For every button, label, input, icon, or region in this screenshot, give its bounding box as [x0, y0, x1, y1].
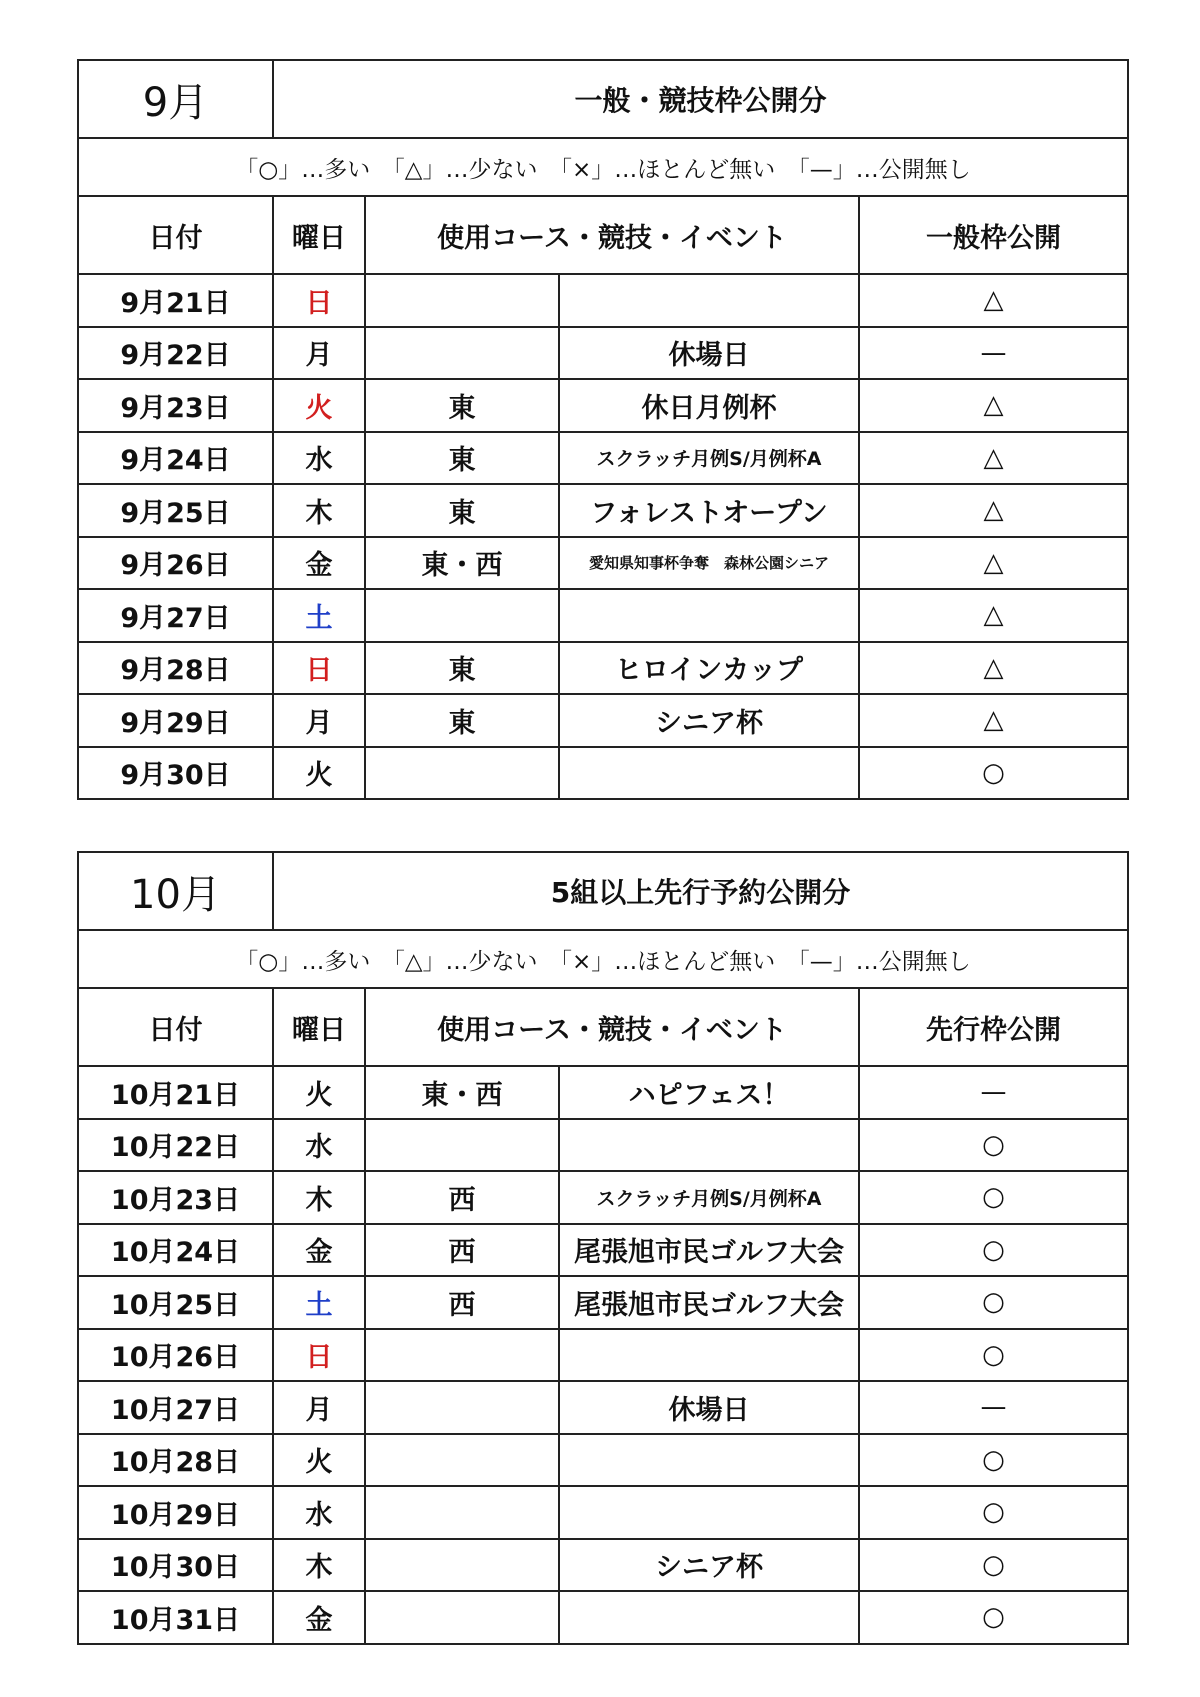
weekday-cell: 日 — [273, 274, 365, 327]
table-row — [78, 1381, 1128, 1434]
event-cell: ハピフェス！ — [559, 1066, 859, 1119]
course-cell — [365, 1486, 559, 1539]
date-cell: 10月22日 — [78, 1119, 273, 1172]
date-cell: 10月25日 — [78, 1276, 273, 1329]
table-row — [78, 1224, 1128, 1277]
weekday-cell: 日 — [273, 642, 365, 695]
course-cell: 東 — [365, 432, 559, 485]
table-row — [78, 327, 1128, 380]
october-schedule-table — [77, 851, 1129, 1645]
header-status: 先行枠公開 — [859, 988, 1128, 1066]
status-cell: △ — [859, 432, 1128, 485]
table-row — [78, 1486, 1128, 1539]
date-cell: 9月25日 — [78, 484, 273, 537]
event-cell — [559, 274, 859, 327]
status-cell: △ — [859, 484, 1128, 537]
table-row — [78, 432, 1128, 485]
date-cell: 9月24日 — [78, 432, 273, 485]
september-schedule-table — [77, 59, 1129, 800]
event-cell — [559, 1329, 859, 1382]
status-cell: ○ — [859, 747, 1128, 800]
weekday-cell: 金 — [273, 537, 365, 590]
date-cell: 9月27日 — [78, 589, 273, 642]
status-cell: ○ — [859, 1224, 1128, 1277]
event-cell: シニア杯 — [559, 1539, 859, 1592]
table-title: 5組以上先行予約公開分 — [273, 852, 1128, 930]
event-cell: シニア杯 — [559, 694, 859, 747]
date-cell: 10月21日 — [78, 1066, 273, 1119]
course-cell: 西 — [365, 1171, 559, 1224]
event-cell — [559, 1119, 859, 1172]
status-cell: △ — [859, 589, 1128, 642]
status-cell: ○ — [859, 1276, 1128, 1329]
status-cell: ○ — [859, 1171, 1128, 1224]
course-cell — [365, 747, 559, 800]
event-cell: 尾張旭市民ゴルフ大会 — [559, 1224, 859, 1277]
table-row — [78, 484, 1128, 537]
weekday-cell: 火 — [273, 379, 365, 432]
weekday-cell: 月 — [273, 327, 365, 380]
table-row — [78, 1276, 1128, 1329]
course-cell — [365, 327, 559, 380]
table-row — [78, 747, 1128, 800]
status-cell: ○ — [859, 1329, 1128, 1382]
table-row — [78, 1066, 1128, 1119]
status-cell: — — [859, 1066, 1128, 1119]
date-cell: 10月24日 — [78, 1224, 273, 1277]
event-cell: 休場日 — [559, 327, 859, 380]
course-cell: 東 — [365, 484, 559, 537]
event-cell: ヒロインカップ — [559, 642, 859, 695]
course-cell — [365, 1381, 559, 1434]
weekday-cell: 土 — [273, 1276, 365, 1329]
course-cell — [365, 1119, 559, 1172]
weekday-cell: 月 — [273, 694, 365, 747]
course-cell — [365, 1539, 559, 1592]
weekday-cell: 火 — [273, 1434, 365, 1487]
table-title: 一般・競技枠公開分 — [273, 60, 1128, 138]
status-cell: ○ — [859, 1591, 1128, 1644]
date-cell: 9月30日 — [78, 747, 273, 800]
date-cell: 10月30日 — [78, 1539, 273, 1592]
weekday-cell: 水 — [273, 1486, 365, 1539]
weekday-cell: 水 — [273, 432, 365, 485]
header-date: 日付 — [78, 988, 273, 1066]
date-cell: 9月26日 — [78, 537, 273, 590]
course-cell: 西 — [365, 1224, 559, 1277]
table-row — [78, 1171, 1128, 1224]
status-cell: △ — [859, 694, 1128, 747]
header-course-event: 使用コース・競技・イベント — [365, 988, 859, 1066]
header-course-event: 使用コース・競技・イベント — [365, 196, 859, 274]
event-cell — [559, 1434, 859, 1487]
month-label: 10月 — [78, 852, 273, 930]
date-cell: 9月28日 — [78, 642, 273, 695]
month-label: 9月 — [78, 60, 273, 138]
date-cell: 10月27日 — [78, 1381, 273, 1434]
status-cell: △ — [859, 537, 1128, 590]
course-cell — [365, 1591, 559, 1644]
weekday-cell: 木 — [273, 1171, 365, 1224]
date-cell: 9月21日 — [78, 274, 273, 327]
weekday-cell: 水 — [273, 1119, 365, 1172]
event-cell: 尾張旭市民ゴルフ大会 — [559, 1276, 859, 1329]
course-cell: 東 — [365, 642, 559, 695]
weekday-cell: 金 — [273, 1224, 365, 1277]
header-row — [78, 196, 1128, 274]
header-status: 一般枠公開 — [859, 196, 1128, 274]
weekday-cell: 土 — [273, 589, 365, 642]
date-cell: 10月29日 — [78, 1486, 273, 1539]
date-cell: 10月31日 — [78, 1591, 273, 1644]
event-cell — [559, 747, 859, 800]
date-cell: 10月23日 — [78, 1171, 273, 1224]
event-cell: 愛知県知事杯争奪 森林公園シニア — [559, 537, 859, 590]
event-cell: 休場日 — [559, 1381, 859, 1434]
course-cell: 西 — [365, 1276, 559, 1329]
table-row — [78, 379, 1128, 432]
date-cell: 9月29日 — [78, 694, 273, 747]
course-cell — [365, 274, 559, 327]
status-cell: — — [859, 1381, 1128, 1434]
header-weekday: 曜日 — [273, 988, 365, 1066]
event-cell: 休日月例杯 — [559, 379, 859, 432]
course-cell — [365, 1434, 559, 1487]
table-row — [78, 1539, 1128, 1592]
weekday-cell: 火 — [273, 747, 365, 800]
status-cell: △ — [859, 642, 1128, 695]
status-cell: ○ — [859, 1539, 1128, 1592]
status-cell: — — [859, 327, 1128, 380]
table-row — [78, 274, 1128, 327]
weekday-cell: 火 — [273, 1066, 365, 1119]
table-row — [78, 1119, 1128, 1172]
event-cell — [559, 589, 859, 642]
course-cell: 東 — [365, 379, 559, 432]
weekday-cell: 金 — [273, 1591, 365, 1644]
date-cell: 10月26日 — [78, 1329, 273, 1382]
schedule-body — [78, 60, 1128, 799]
course-cell: 東・西 — [365, 1066, 559, 1119]
header-weekday: 曜日 — [273, 196, 365, 274]
event-cell: スクラッチ月例S/月例杯A — [559, 432, 859, 485]
course-cell — [365, 589, 559, 642]
event-cell: フォレストオープン — [559, 484, 859, 537]
table-row — [78, 1434, 1128, 1487]
header-row — [78, 988, 1128, 1066]
table-row — [78, 694, 1128, 747]
table-row — [78, 537, 1128, 590]
legend: 「○」…多い 「△」…少ない 「×」…ほとんど無い 「—」…公開無し — [78, 138, 1128, 196]
status-cell: ○ — [859, 1119, 1128, 1172]
event-cell — [559, 1486, 859, 1539]
schedule-body — [78, 852, 1128, 1644]
status-cell: ○ — [859, 1486, 1128, 1539]
header-date: 日付 — [78, 196, 273, 274]
event-cell — [559, 1591, 859, 1644]
weekday-cell: 月 — [273, 1381, 365, 1434]
weekday-cell: 木 — [273, 484, 365, 537]
status-cell: ○ — [859, 1434, 1128, 1487]
table-row — [78, 1591, 1128, 1644]
course-cell — [365, 1329, 559, 1382]
status-cell: △ — [859, 379, 1128, 432]
event-cell: スクラッチ月例S/月例杯A — [559, 1171, 859, 1224]
table-row — [78, 642, 1128, 695]
course-cell: 東・西 — [365, 537, 559, 590]
date-cell: 9月22日 — [78, 327, 273, 380]
status-cell: △ — [859, 274, 1128, 327]
table-row — [78, 589, 1128, 642]
weekday-cell: 木 — [273, 1539, 365, 1592]
weekday-cell: 日 — [273, 1329, 365, 1382]
legend: 「○」…多い 「△」…少ない 「×」…ほとんど無い 「—」…公開無し — [78, 930, 1128, 988]
date-cell: 10月28日 — [78, 1434, 273, 1487]
course-cell: 東 — [365, 694, 559, 747]
date-cell: 9月23日 — [78, 379, 273, 432]
table-row — [78, 1329, 1128, 1382]
